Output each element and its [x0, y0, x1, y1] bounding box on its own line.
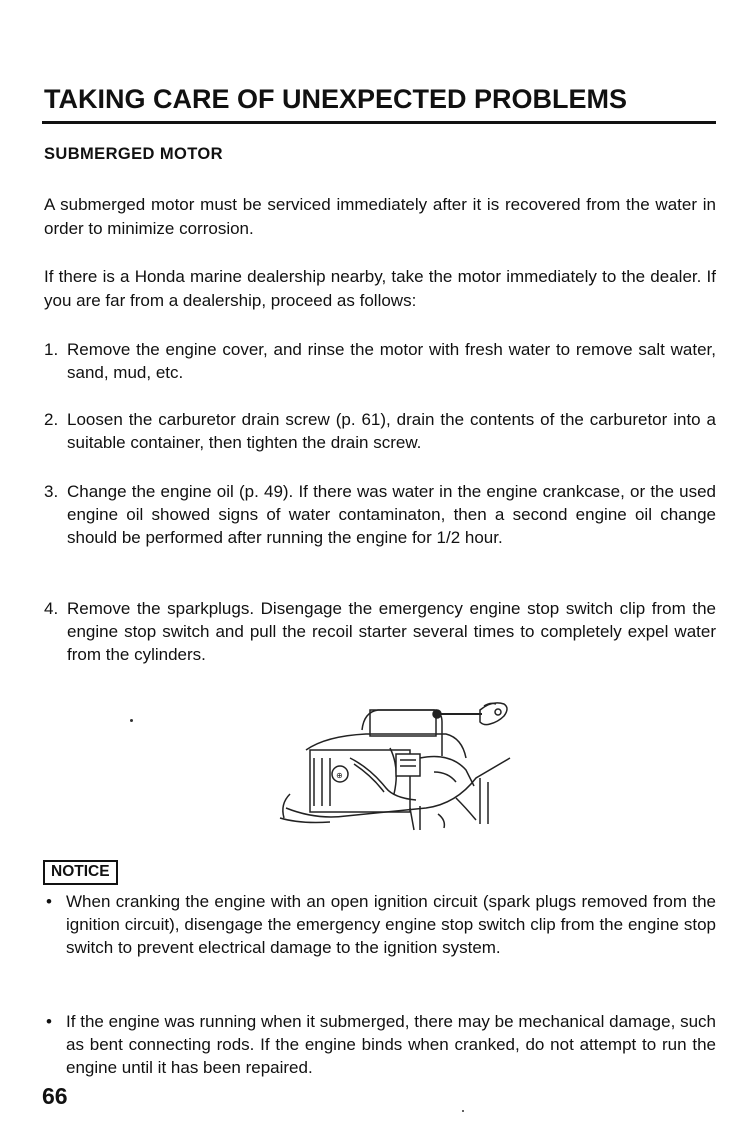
- step-number: 1.: [44, 340, 59, 359]
- engine-illustration: [270, 688, 530, 836]
- step-item: [44, 338, 716, 384]
- bullet-mark: •: [46, 1012, 52, 1031]
- step-number: 3.: [44, 482, 59, 501]
- notice-item: [44, 890, 716, 959]
- step-text: Change the engine oil (p. 49). If there was water in the engine crankcase, or the used engine oil showed signs of water contaminaton, then a second engine oil change should be performed after running the engine for 1/2 hour.: [67, 482, 716, 547]
- step-item: [44, 408, 716, 454]
- step-item: [44, 597, 716, 666]
- step-text: Remove the sparkplugs. Disengage the emergency engine stop switch clip from the engine stop switch and pull the recoil starter several times to completely expel water from the cylinders.: [67, 599, 716, 664]
- notice-text: If the engine was running when it submerged, there may be mechanical damage, such as bent connecting rods. If the engine binds when cranked, do not attempt to run the engine until it has been repaired.: [66, 1012, 716, 1077]
- page-title: TAKING CARE OF UNEXPECTED PROBLEMS: [44, 84, 628, 114]
- notice-label: NOTICE: [43, 860, 118, 885]
- notice-text: When cranking the engine with an open ignition circuit (spark plugs removed from the ignition circuit), disengage the emergency engine stop switch clip from the engine stop switch to prevent electrical damage to the ignition system.: [66, 892, 716, 957]
- scan-speck: [462, 1110, 464, 1112]
- svg-text:⊕: ⊕: [336, 771, 343, 780]
- section-heading: SUBMERGED MOTOR: [44, 145, 223, 163]
- step-item: [44, 480, 716, 549]
- step-number: 2.: [44, 410, 59, 429]
- scan-speck: [130, 719, 133, 722]
- step-text: Loosen the carburetor drain screw (p. 61), drain the contents of the carburetor into a suitable container, then tighten the drain screw.: [67, 410, 716, 452]
- bullet-mark: •: [46, 892, 52, 911]
- title-rule: [42, 121, 716, 124]
- step-number: 4.: [44, 599, 59, 618]
- step-text: Remove the engine cover, and rinse the motor with fresh water to remove salt water, sand, mud, etc.: [67, 340, 716, 382]
- notice-item: [44, 1010, 716, 1079]
- intro-paragraph: A submerged motor must be serviced immediately after it is recovered from the water in order to minimize corrosion.: [44, 195, 716, 238]
- page-number: 66: [42, 1083, 68, 1109]
- dealer-paragraph: If there is a Honda marine dealership nearby, take the motor immediately to the dealer. If you are far from a dealership, proceed as follows:: [44, 267, 716, 310]
